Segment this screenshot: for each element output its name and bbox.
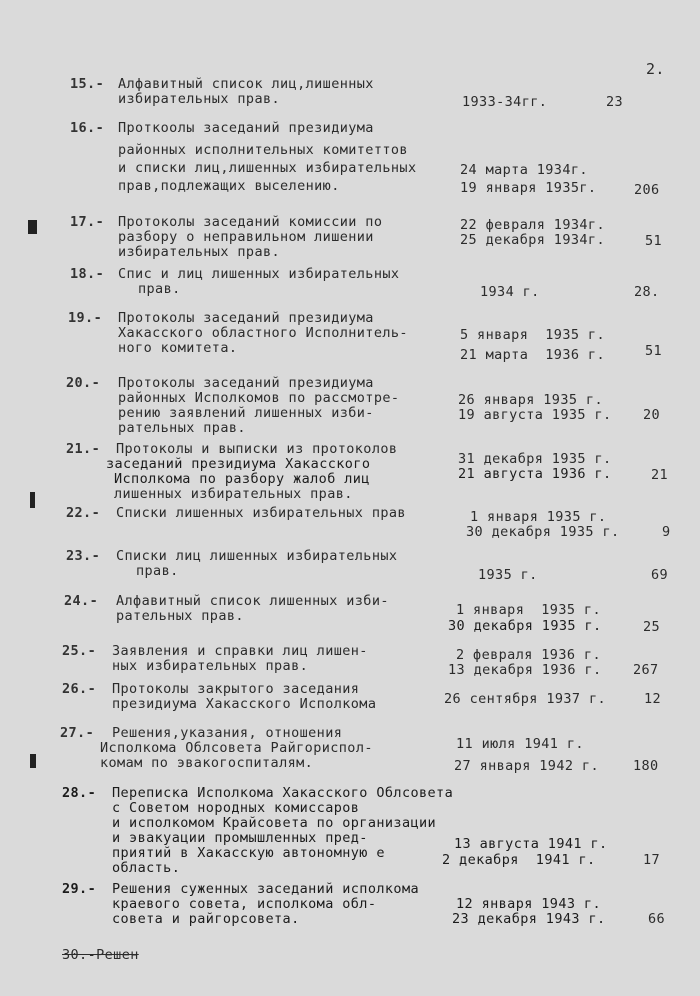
entry-number: 22.- [66,505,101,521]
entry-date: 21 августа 1936 г. [458,466,612,482]
entry-date: 26 сентября 1937 г. [444,691,607,707]
entry-sheets: 17 [643,852,661,868]
entry-number: 17.- [70,214,105,230]
binder-mark-2 [30,492,35,508]
entry-title-line: разбору о неправильном лишении [118,229,374,245]
entry-sheets: 267 [633,662,659,678]
entry-title-line: избирательных прав. [118,244,281,260]
entry-date: 12 января 1943 г. [456,896,601,912]
entry-date: 31 декабря 1935 г. [458,451,612,467]
entry-sheets: 206 [634,182,660,198]
entry-date: 2 февраля 1936 г. [456,647,601,663]
entry-date: 30 декабря 1935 г. [466,524,620,540]
entry-date: 13 августа 1941 г. [454,836,608,852]
entry-title-line: рательных прав. [118,420,246,436]
entry-title-line: Проткоолы заседаний президиума [118,120,374,136]
entry-date: 1935 г. [478,567,538,583]
entry-number: 21.- [66,441,101,457]
entry-title-line: ного комитета. [118,340,238,356]
entry-date: 19 января 1935г. [460,180,597,196]
entry-title-line: рательных прав. [116,608,244,624]
entry-title-line: прав,подлежащих выселению. [118,178,340,194]
entry-number: 15.- [70,76,105,92]
entry-number: 27.- [60,725,95,741]
entry-title-line: с Советом нородных комиссаров [112,800,360,816]
entry-title-line: совета и райгорсовета. [112,911,300,927]
entry-date: 11 июля 1941 г. [456,736,584,752]
entry-number: 29.- [62,881,97,897]
entry-title-line: Протоколы заседаний комиссии по [118,214,383,230]
entry-date: 1 января 1935 г. [456,602,601,618]
entry-title-line: заседаний президиума Хакасского [106,456,371,472]
entry-title-line: Спис и лиц лишенных избирательных [118,266,400,282]
entry-number: 26.- [62,681,97,697]
entry-title-line: Протоколы заседаний президиума [118,310,374,326]
entry-title-line: и списки лиц,лишенных избирательных [118,160,417,176]
entry-title-line: Исполкома Облсовета Райгориспол- [100,740,373,756]
entry-sheets: 66 [648,911,666,927]
entry-title-line: Переписка Исполкома Хакасского Облсовета [112,785,454,801]
entry-date: 2 декабря 1941 г. [442,852,596,868]
entry-date: 22 февраля 1934г. [460,217,605,233]
entry-title-line: прав. [138,281,181,297]
entry-date: 19 августа 1935 г. [458,407,612,423]
entry-number: 19.- [68,310,103,326]
entry-title-line: лишенных избирательных прав. [114,486,353,502]
entry-sheets: 25 [643,619,661,635]
entry-date: 26 января 1935 г. [458,392,603,408]
entry-date: 13 декабря 1936 г. [448,662,602,678]
entry-title-line: Алфавитный список лиц,лишенных [118,76,374,92]
entry-number: 16.- [70,120,105,136]
entry-sheets: 28. [634,284,660,300]
entry-number: 24.- [64,593,99,609]
entry-title-line: ных избирательных прав. [112,658,309,674]
entry-sheets: 51 [645,343,663,359]
entry-title-line: приятий в Хакасскую автономную е [112,845,385,861]
entry-date: 1934 г. [480,284,540,300]
page-number: 2. [646,60,665,78]
entry-title-line: Решения,указания, отношения [112,725,343,741]
entry-number: 18.- [70,266,105,282]
entry-title-line: Протоколы и выписки из протоколов [116,441,398,457]
entry-number: 20.- [66,375,101,391]
entry-sheets: 12 [644,691,662,707]
entry-date: 23 декабря 1943 г. [452,911,606,927]
entry-date: 25 декабря 1934г. [460,232,605,248]
entry-title-line: и эвакуации промышленных пред- [112,830,368,846]
entry-sheets: 21 [651,467,669,483]
entry-title-line: президиума Хакасского Исполкома [112,696,377,712]
entry-date: 1933-34гг. [462,94,548,110]
entry-title-line: и исполкомом Крайсовета по организации [112,815,437,831]
entry-date: 30 декабря 1935 г. [448,618,602,634]
entry-date: 1 января 1935 г. [470,509,607,525]
entry-title-line: Заявления и справки лиц лишен- [112,643,368,659]
entry-title-line: Алфавитный список лишенных изби- [116,593,389,609]
entry-title-line: избирательных прав. [118,91,281,107]
entry-date: 24 марта 1934г. [460,162,588,178]
entry-date: 5 января 1935 г. [460,327,605,343]
entry-number: 25.- [62,643,97,659]
entry-number: 28.- [62,785,97,801]
entry-title-line: рению заявлений лишенных изби- [118,405,374,421]
entry-sheets: 180 [633,758,659,774]
entry-sheets: 51 [645,233,663,249]
footer-fragment: 30.-Решен [62,947,139,963]
entry-title-line: краевого совета, исполкома обл- [112,896,377,912]
entry-title-line: Списки лишенных избирательных прав [116,505,406,521]
entry-sheets: 20 [643,407,661,423]
entry-title-line: комам по эвакогоспиталям. [100,755,314,771]
entry-title-line: районных Исполкомов по рассмотре- [118,390,400,406]
entry-title-line: районных исполнительных комитеттов [118,142,408,158]
entry-title-line: Решения суженных заседаний исполкома [112,881,419,897]
entry-title-line: Исполкома по разбору жалоб лиц [114,471,370,487]
entry-title-line: область. [112,860,181,876]
entry-title-line: прав. [136,563,179,579]
entry-date: 21 марта 1936 г. [460,347,605,363]
entry-date: 27 января 1942 г. [454,758,599,774]
binder-mark-1 [28,220,37,234]
entry-title-line: Хакасского областного Исполнитель- [118,325,408,341]
entry-title-line: Списки лиц лишенных избирательных [116,548,398,564]
entry-sheets: 69 [651,567,669,583]
entry-sheets: 23 [606,94,624,110]
entry-title-line: Протоколы закрытого заседания [112,681,360,697]
binder-mark-3 [30,754,36,768]
entry-number: 23.- [66,548,101,564]
entry-title-line: Протоколы заседаний президиума [118,375,374,391]
entry-sheets: 9 [662,524,671,540]
